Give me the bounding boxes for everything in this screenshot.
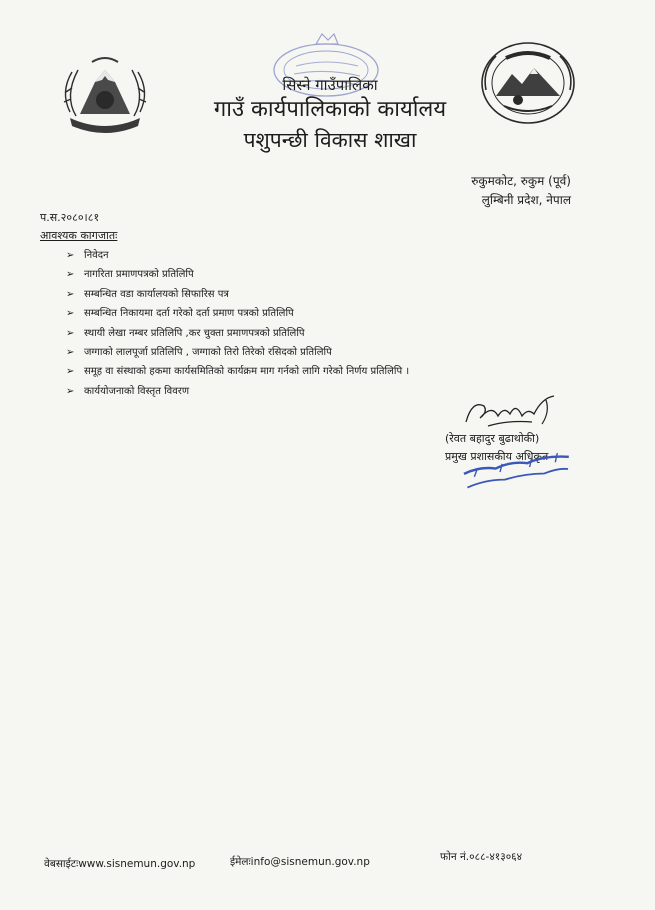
arrow-bullet-icon: ➢ — [66, 250, 75, 261]
list-item: ➢ सम्बन्धित वडा कार्यालयको सिफारिस पत्र — [66, 285, 409, 304]
arrow-bullet-icon: ➢ — [66, 327, 75, 339]
list-item: ➢ जग्गाको लालपूर्जा प्रतिलिपि , जग्गाको तिरो तिरेको रसिदको प्रतिलिपि — [66, 343, 409, 362]
reference-number: प.स.२०८०।८१ — [40, 211, 100, 224]
list-item: ➢ स्थायी लेखा नम्बर प्रतिलिपि ,कर चुक्ता प्रमाणपत्रको प्रतिलिपि — [66, 324, 409, 343]
nepal-emblem-logo — [50, 52, 160, 144]
office-name: गाउँ कार्यपालिकाको कार्यालय — [213, 97, 447, 122]
address-line-1: रुकुमकोट, रुकुम (पूर्व) — [471, 174, 571, 188]
letterhead-header — [160, 76, 500, 154]
required-documents-heading: आवश्यक कागजातः — [40, 229, 118, 242]
arrow-bullet-icon: ➢ — [66, 346, 75, 358]
office-address — [471, 172, 571, 210]
signer-name: (रेवत बहादुर बुढाथोकी) — [445, 432, 540, 445]
arrow-bullet-icon: ➢ — [66, 366, 75, 378]
arrow-bullet-icon: ➢ — [66, 269, 75, 281]
branch-name: पशुपन्छी विकास शाखा — [243, 128, 417, 152]
footer-phone: फोन नं.०८८-४१३०६४ — [440, 851, 523, 863]
address-line-2: लुम्बिनी प्रदेश, नेपाल — [481, 193, 571, 207]
list-item: ➢ कार्ययोजनाको विस्तृत विवरण — [66, 382, 409, 401]
municipality-name: सिस्ने गाउँपालिका — [282, 76, 378, 94]
required-documents-list — [66, 246, 409, 401]
footer-website: वेबसाईटःwww.sisnemun.gov.np — [44, 858, 196, 870]
list-item: ➢ निवेदन — [66, 246, 409, 265]
arrow-bullet-icon: ➢ — [66, 308, 75, 320]
footer-email: ईमेलःinfo@sisnemun.gov.np — [230, 856, 370, 868]
officer-name-stamp — [460, 448, 580, 494]
list-item: ➢ सम्बन्धित निकायमा दर्ता गरेको दर्ता प्रमाण पत्रको प्रतिलिपि — [66, 304, 409, 323]
arrow-bullet-icon: ➢ — [66, 288, 75, 300]
list-item: ➢ नागरिता प्रमाणपत्रको प्रतिलिपि — [66, 265, 409, 284]
list-item: ➢ समूह वा संस्थाको हकमा कार्यसमितिको कार्यक्रम माग गर्नको लागि गरेको निर्णय प्रतिलिपि । — [66, 362, 409, 381]
signer-title: प्रमुख प्रशासकीय अधिकृत — [445, 450, 549, 463]
arrow-bullet-icon: ➢ — [66, 385, 75, 397]
